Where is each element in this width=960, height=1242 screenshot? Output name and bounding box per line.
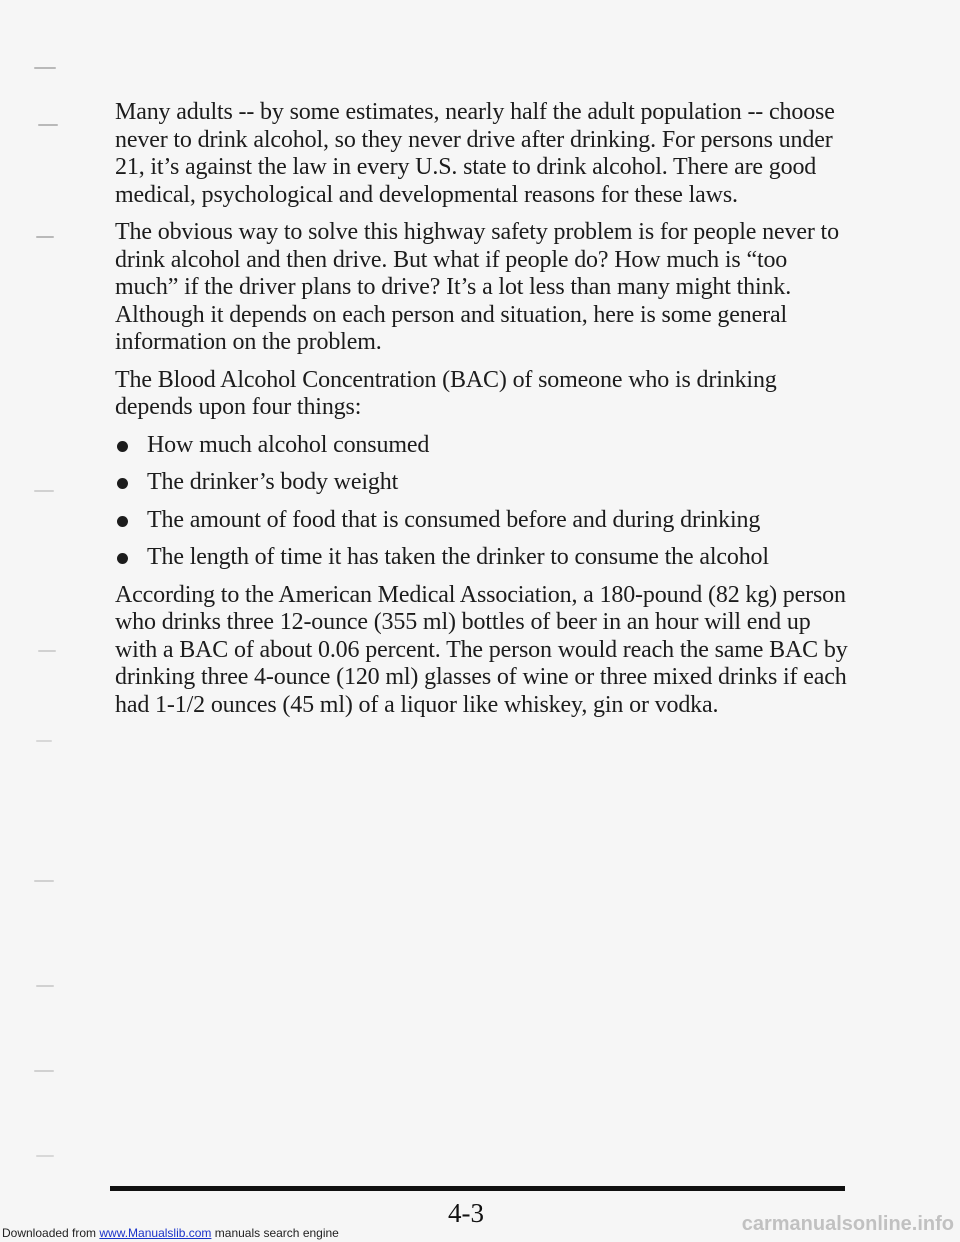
bullet-icon xyxy=(117,441,128,452)
manualslib-link[interactable]: www.Manualslib.com xyxy=(99,1226,212,1240)
paragraph-nondrinkers: Many adults -- by some estimates, nearly half the adult population -- choose never to drink alcohol, so they never drive after drinking. For persons under 21, it’s against the law in every U.S. state to drink alcohol. There are good medical, psychological and developmental reasons for these laws. xyxy=(115,99,835,208)
margin-mark xyxy=(34,490,54,492)
scan-margin-marks xyxy=(28,0,88,1242)
bullet-icon xyxy=(117,478,128,489)
paragraph-bac-intro: The Blood Alcohol Concentration (BAC) of someone who is drinking depends upon four things: xyxy=(115,366,777,420)
page-number: 4-3 xyxy=(448,1198,484,1228)
paragraph-ama-example: According to the American Medical Association, a 180-pound (82 kg) person who drinks three 12-ounce (355 ml) bottles of beer in an hour will end up with a BAC of about 0.06 percent. The person would reach the same BAC by drinking three 4-ounce (120 ml) glasses of wine or three mixed drinks if each had 1-1/2 ounces (45 ml) of a liquor like whiskey, gin or vodka. xyxy=(115,581,848,718)
bullet-icon xyxy=(117,516,128,527)
list-item-text: The drinker’s body weight xyxy=(147,469,399,495)
margin-mark xyxy=(34,1070,54,1072)
margin-mark xyxy=(36,1155,54,1157)
bullet-icon xyxy=(117,553,128,564)
bac-factors-list xyxy=(115,432,855,572)
footer-rule xyxy=(110,1186,845,1191)
margin-mark xyxy=(36,985,54,987)
list-item xyxy=(115,544,855,572)
list-item xyxy=(115,507,855,535)
margin-mark xyxy=(38,650,56,652)
download-credit xyxy=(2,1226,339,1240)
watermark: carmanualsonline.info xyxy=(741,1213,954,1235)
margin-mark xyxy=(36,740,52,742)
list-item-text: The amount of food that is consumed before and during drinking xyxy=(147,506,761,533)
body-text xyxy=(115,99,855,729)
margin-mark xyxy=(34,67,56,69)
paragraph-how-much-is-too-much: The obvious way to solve this highway safety problem is for people never to drink alcohol and then drive. But what if people do? How much is “too much” if the driver plans to drive? It’s a lot less than many might think. Although it depends on each person and situation, here is some general information on the problem. xyxy=(115,219,839,355)
margin-mark xyxy=(38,124,58,126)
list-item-text: How much alcohol consumed xyxy=(147,431,430,458)
list-item-text: The length of time it has taken the drinker to consume the alcohol xyxy=(147,544,769,570)
download-credit-prefix: Downloaded from xyxy=(2,1226,100,1240)
margin-mark xyxy=(36,236,54,238)
margin-mark xyxy=(34,880,54,882)
download-credit-suffix: manuals search engine xyxy=(211,1226,339,1240)
list-item xyxy=(115,432,855,460)
list-item xyxy=(115,469,855,497)
